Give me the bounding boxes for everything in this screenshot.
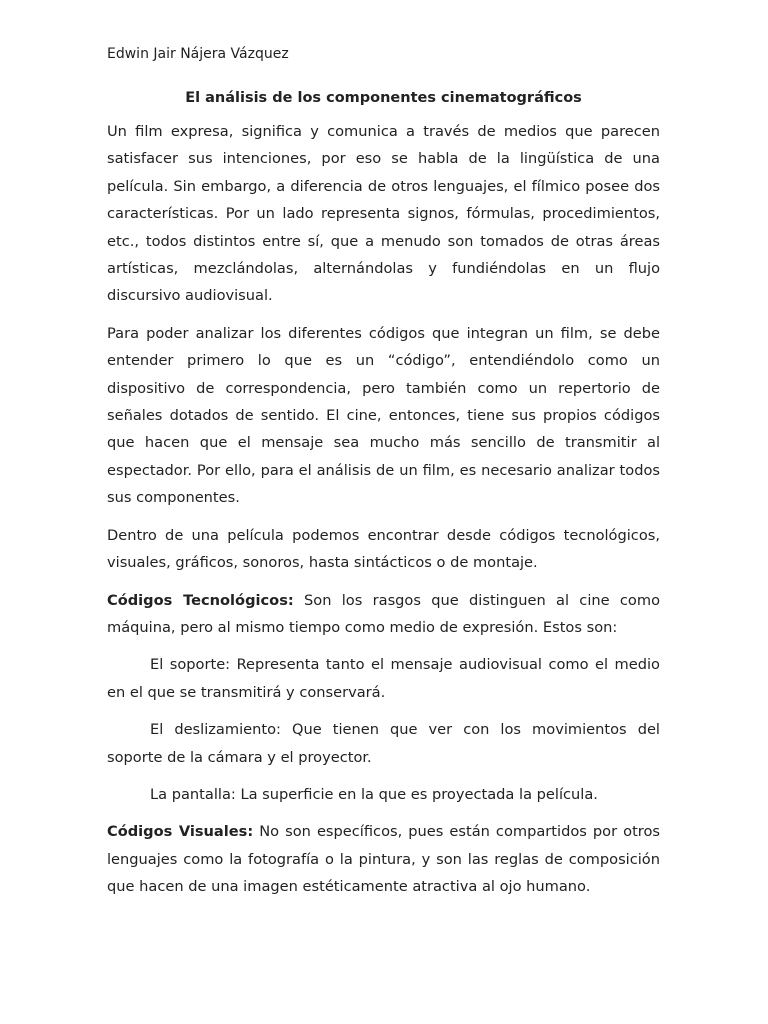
paragraph-visual-codes (107, 818, 660, 900)
paragraph-technological-codes (107, 587, 660, 642)
visual-codes-text: No son específicos, pues están compartidos por otros lenguajes como la fotografía o la pintura, y son las reglas de composición que hacen de una imagen estéticamente atractiva al ojo humano. (107, 823, 661, 896)
paragraph-sliding: El deslizamiento: Que tienen que ver con los movimientos del soporte de la cámara y el proyector. (107, 721, 660, 766)
paragraph-codes-list: Dentro de una película podemos encontrar desde códigos tecnológicos, visuales, gráficos, sonoros, hasta sintácticos o de montaje. (107, 526, 660, 572)
paragraph-screen: La pantalla: La superficie en la que es proyectada la película. (150, 785, 598, 803)
paragraph-intro: Un film expresa, significa y comunica a través de medios que parecen satisfacer sus intenciones, por eso se habla de la lingüística de una película. Sin embargo, a diferencia de otros lenguajes, el fílmico posee dos características. Por un lado representa signos, fórmulas, procedimientos, etc., todos distintos entre sí, que a menudo son tomados de otras áreas artísticas, mezclándolas, alternándolas y fundiéndolas en un flujo discursivo audiovisual. (107, 123, 660, 305)
paragraph-codes-definition: Para poder analizar los diferentes códigos que integran un film, se debe entender primero lo que es un “código”, entendiéndolo como un dispositivo de correspondencia, pero también como un repertorio de señales dotados de sentido. El cine, entonces, tiene sus propios códigos que hacen que el mensaje sea mucho más sencillo de transmitir al espectador. Por ello, para el análisis de un film, es necesario analizar todos sus componentes. (107, 324, 660, 507)
author-name: Edwin Jair Nájera Vázquez (107, 46, 289, 62)
paragraph-support: El soporte: Representa tanto el mensaje audiovisual como el medio en el que se transmitirá y conservará. (107, 656, 660, 701)
technological-codes-label: Códigos Tecnológicos: (107, 591, 294, 609)
technological-codes-text: Son los rasgos que distinguen al cine como máquina, pero al mismo tiempo como medio de expresión. Estos son: (107, 591, 660, 636)
visual-codes-label: Códigos Visuales: (107, 823, 254, 841)
document-title: El análisis de los componentes cinematográficos (185, 90, 582, 106)
